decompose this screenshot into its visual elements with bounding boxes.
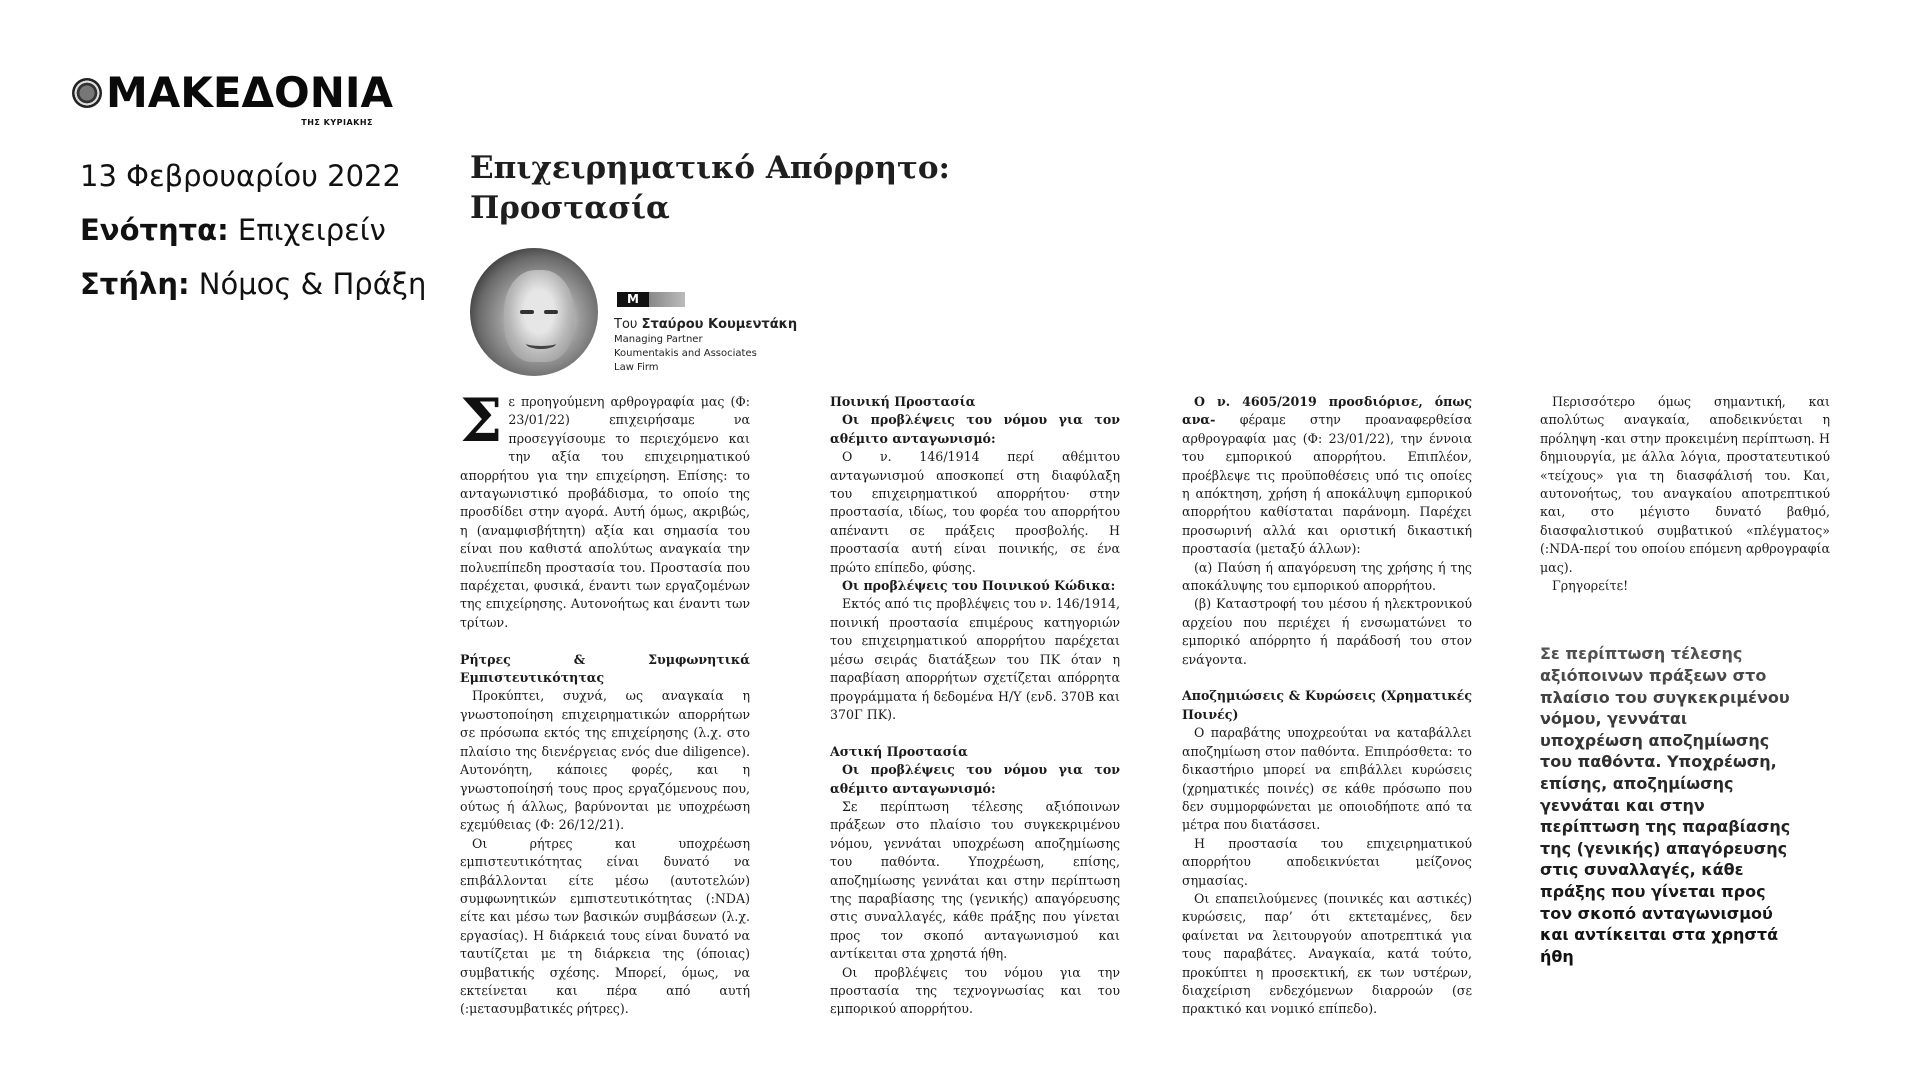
section-label: Ενότητα: — [80, 213, 229, 247]
author-prefix: Του — [614, 317, 638, 332]
pull-quote-line: και αντίκειται στα χρηστά — [1540, 925, 1779, 945]
subheading-civil-protection: Αστική Προστασία — [830, 743, 968, 759]
publication-date: 13 Φεβρουαρίου 2022 — [80, 159, 401, 193]
author-role: Managing Partner — [614, 334, 703, 345]
pull-quote-line: γεννάται και στην — [1540, 795, 1705, 815]
paragraph: Περισσότερο όμως σημαντική, και απολύτως αναγκαία, αποδεικνύεται η πρόληψη -και στην προκειμένη περίπτωση. Η δημιουργία, με άλλα λόγια, προστατευτικού «τείχους» για τη διασφάλισή του. Και, αυτονοήτως, του αναγκαίου αποτρεπτικού και, στο μέγιστο δυνατό βαθμό, διασφαλιστικού συμβατικού «πλέγματος» (:NDA-περί του οποίου επόμενη αρθρογραφία μας). — [1540, 394, 1830, 575]
pull-quote-line: Σε περίπτωση τέλεσης — [1540, 644, 1743, 664]
list-item-b: (β) Καταστροφή του μέσου ή ηλεκτρονικού αρχείου που περιέχει ή ενσωματώνει το εμπορικό απόρρητο ή παράδοσή του στον ενάγοντα. — [1182, 596, 1472, 667]
title-line-1: Επιχειρηματικό Απόρρητο: — [470, 150, 950, 186]
column-info — [80, 266, 426, 302]
intro-paragraph — [460, 386, 750, 632]
dropcap: Σ — [460, 386, 503, 456]
article-column-3 — [1182, 393, 1472, 1029]
author-photo — [470, 248, 598, 376]
newspaper-logo — [72, 70, 393, 116]
cropped-text-line: ‾ ‾ ‾ ‾ ‾ ‾ ‾ ‾ ‾ ‾ ‾ ‾ ‾ ‾ ‾ ‾ ‾ — [1182, 1018, 1420, 1029]
paragraph: Σε περίπτωση τέλεσης αξιόποινων πράξεων στο πλαίσιο του συγκεκριμένου νόμου, γεννάται υποχρέωση αποζημίωσης του παθόντα. Υποχρέωση, επίσης, αποζημίωσης γεννάται και στην περίπτωση της παραβίασης της (γενικής) απαγόρευσης στις συναλλαγές, κάθε πράξης που γίνεται προς τον σκοπό ανταγωνισμού και αντίκειται στα χρηστά ήθη. — [830, 798, 1120, 962]
author-byline — [614, 316, 797, 375]
article-column-1 — [460, 386, 750, 1019]
pull-quote-line: αξιόποινων πράξεων στο — [1540, 666, 1767, 686]
paragraph-text: φέραμε στην προαναφερθείσα αρθρογραφία μας (Φ: 23/01/22), την έννοια του εμπορικού απορρήτου. Επιπλέον, προέβλεψε τις προϋποθέσεις υπό τις οποίες η απόκτηση, χρήση ή αποκάλυψη εμπορικού απορρήτου καθίσταται παράνομη. Παρέχει προσωρινή αλλά και οριστική δικαστική προστασία (μεταξύ άλλων): — [1182, 412, 1472, 557]
paragraph: Προκύπτει, συχνά, ως αναγκαία η γνωστοποίηση επιχειρηματικών απορρήτων σε πρόσωπα εκτός της επιχείρησης (λ.χ. στο πλαίσιο της διενέργειας ενός due diligence). Αυτονόητη, κάποιες φορές, και η γνωστοποίησή τους προς εργαζόμενους που, ούτως ή άλλως, βαρύνονται με υποχρέωση εχεμύθειας (Φ: 26/12/21). — [460, 688, 750, 833]
subheading-damages: Αποζημιώσεις & Κυρώσεις (Χρηματικές Ποινές) — [1182, 688, 1472, 722]
subheading-criminal-protection: Ποινική Προστασία — [830, 394, 976, 409]
badge-gray-bar — [649, 292, 685, 307]
sub-subheading: Οι προβλέψεις του νόμου για τον αθέμιτο ανταγωνισμό: — [830, 762, 1120, 796]
badge-letter: M — [617, 292, 649, 307]
pull-quote-line: ήθη — [1540, 946, 1574, 966]
sub-subheading: Οι προβλέψεις του νόμου για τον αθέμιτο ανταγωνισμό: — [830, 412, 1120, 446]
sub-subheading: Οι προβλέψεις του Ποινικού Κώδικα: — [842, 578, 1116, 594]
article-column-2 — [830, 393, 1120, 1019]
subheading-clauses: Ρήτρες & Συμφωνητικά Εμπιστευτικότητας — [460, 651, 750, 686]
pull-quote-line: του παθόντα. Υποχρέωση, — [1540, 752, 1777, 772]
column-badge — [617, 292, 685, 307]
paragraph: Ο παραβάτης υποχρεούται να καταβάλλει αποζημίωση στον παθόντα. Επιπρόσθετα: το δικαστήριο μπορεί να επιβάλλει κυρώσεις (χρηματικές ποινές) σε κάθε πρόσωπο που δεν συμμορφώνεται με οποιοδήποτε από τα μέτρα που διατάσσει. — [1182, 725, 1472, 833]
column-value: Νόμος & Πράξη — [198, 267, 427, 301]
section-info — [80, 212, 386, 248]
column-label: Στήλη: — [80, 267, 190, 301]
bold-lead: Ο ν. 4605/2019 προσδιόρισε, όπως ανα- — [1182, 394, 1472, 428]
pull-quote-line: περίπτωση της παραβίασης — [1540, 817, 1791, 837]
author-firm-line-1: Koumentakis and Associates — [614, 348, 757, 359]
author-eye-shape — [544, 310, 558, 314]
paragraph: Η προστασία του επιχειρηματικού απορρήτου αποδεικνύεται μείζονος σημασίας. — [1182, 835, 1472, 888]
paragraph: Εκτός από τις προβλέψεις του ν. 146/1914, ποινική προστασία επιμέρους κατηγοριών του επιχειρηματικού απορρήτου παρέχεται μέσω σειράς διατάξεων του ΠΚ όταν η παραβίαση απορρήτων σχετίζεται απόρρητα προγράμματα ή δεδομένα Η/Υ (ενδ. 370Β και 370Γ ΠΚ). — [830, 596, 1120, 722]
pull-quote — [1540, 643, 1830, 967]
article-column-4 — [1540, 393, 1830, 967]
pull-quote-line: επίσης, αποζημίωσης — [1540, 774, 1734, 794]
masthead — [72, 70, 393, 128]
paragraph: Οι προβλέψεις του νόμου για την προστασία της τεχνογνωσίας και του εμπορικού απορρήτου. — [830, 964, 1120, 1017]
newspaper-subtitle: ΤΗΣ ΚΥΡΙΑΚΗΣ — [301, 118, 374, 127]
pull-quote-line: υποχρέωση αποζημίωσης — [1540, 730, 1770, 750]
article-title — [470, 148, 1030, 228]
list-item-a: (α) Παύση ή απαγόρευση της χρήσης ή της αποκάλυψης του εμπορικού απορρήτου. — [1182, 559, 1472, 594]
closing-line: Γρηγορείτε! — [1552, 578, 1629, 594]
paragraph: Οι επαπειλούμενες (ποινικές και αστικές) κυρώσεις, παρ’ ότι εκτεταμένες, δεν φαίνεται να λειτουργούν αποτρεπτικά για τους παραβάτες. Αναγκαία, κατά τούτο, προκύπτει η προσεκτική, εκ των υστέρων, διαχείριση ενδεχόμενων διαρροών (σε πρακτικό και νομικό επίπεδο). — [1182, 890, 1472, 1017]
coin-emblem-icon — [72, 78, 102, 108]
section-value: Επιχειρείν — [237, 213, 386, 247]
pull-quote-line: της (γενικής) απαγόρευσης — [1540, 838, 1788, 858]
pull-quote-line: νόμου, γεννάται — [1540, 709, 1688, 729]
pull-quote-line: πλαίσιο του συγκεκριμένου — [1540, 687, 1790, 707]
paragraph — [1182, 393, 1472, 559]
newspaper-name: ΜΑΚΕΔΟΝΙΑ — [106, 68, 394, 117]
author-mouth-shape — [526, 338, 556, 349]
pull-quote-line: πράξης που γίνεται προς — [1540, 882, 1766, 901]
pull-quote-line: τον σκοπό ανταγωνισμού — [1540, 903, 1773, 923]
title-line-2: Προστασία — [470, 190, 670, 226]
author-eye-shape — [520, 310, 534, 314]
author-firm-line-2: Law Firm — [614, 362, 659, 373]
intro-text: ε προηγούμενη αρθρογραφία μας (Φ: 23/01/22) επιχειρήσαμε να προσεγγίσουμε το περιεχόμενο και την αξία του επιχειρηματικού απορρήτου για την επιχείρηση. Επίσης: το ανταγωνιστικό προβάδισμα, το οποίο της προσδίδει στην αγορά. Αυτή όμως, ακριβώς, η (αναμφισβήτητη) αξία και σημασία του είναι που καθιστά απολύτως αναγκαία την πολυεπίπεδη προστασία του. Προστασία που παρέχεται, φυσικά, έναντι των εργαζομένων της επιχείρησης. Αυτονοήτως και έναντι των τρίτων. — [460, 394, 750, 630]
paragraph: Ο ν. 146/1914 περί αθέμιτου ανταγωνισμού αποσκοπεί στη διαφύλαξη του επιχειρηματικού απορρήτου· στην προστασία, ιδίως, του φορέα του απορρήτου απέναντι σε πράξεις προσβολής. Η προστασία αυτή είναι ποινικής, σε ένα πρώτο επίπεδο, φύσης. — [830, 449, 1120, 575]
author-name: Σταύρου Κουμεντάκη — [641, 317, 798, 332]
pull-quote-line: στις συναλλαγές, κάθε — [1540, 860, 1744, 880]
author-line — [614, 316, 797, 333]
paragraph: Οι ρήτρες και υποχρέωση εμπιστευτικότητας είναι δυνατό να επιβάλλονται είτε μέσω (αυτοτελών) συμφωνητικών εμπιστευτικότητας (:NDA) είτε και μέσω των βασικών συμβάσεων (λ.χ. εργασίας). Η διάρκειά τους είναι δυνατό να ταυτίζεται με τη διάρκεια της (όποιας) συμβατικής σχέσης. Μπορεί, όμως, να εκτείνεται και πέρα από αυτή (:μετασυμβατικές ρήτρες). — [460, 835, 750, 1017]
